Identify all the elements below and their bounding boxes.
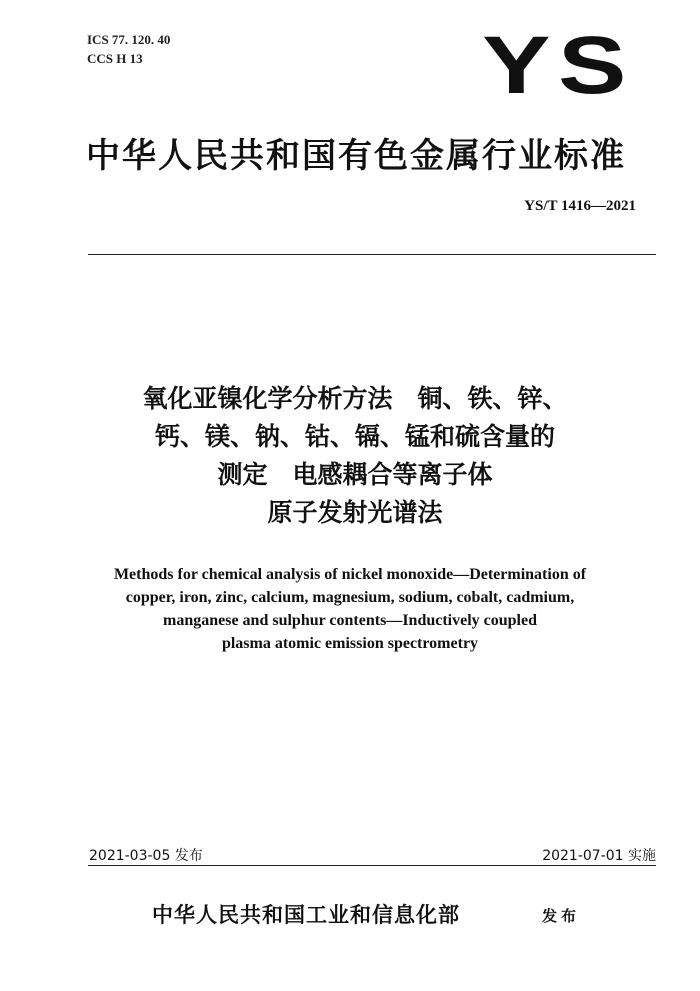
header-divider <box>88 254 656 255</box>
standard-organization-title: 中华人民共和国有色金属行业标准 <box>86 136 626 176</box>
chinese-title-line: 测定 电感耦合等离子体 <box>217 460 493 489</box>
implement-date: 2021-07-01 实施 <box>542 848 656 864</box>
chinese-title-line: 氧化亚镍化学分析方法 铜、铁、锌、 <box>142 384 568 413</box>
english-title-line: Methods for chemical analysis of nickel monoxide—Determination of <box>113 566 587 583</box>
classification-codes <box>87 30 170 68</box>
english-title-line: copper, iron, zinc, calcium, magnesium, sodium, cobalt, cadmium, <box>125 589 575 606</box>
date-divider <box>88 865 656 866</box>
ccs-code: CCS H 13 <box>87 51 143 66</box>
ys-logo: YS <box>482 20 634 111</box>
ics-code: ICS 77. 120. 40 <box>87 32 171 47</box>
chinese-title <box>60 380 650 532</box>
chinese-title-line: 钙、镁、钠、钴、镉、锰和硫含量的 <box>154 422 555 451</box>
issue-label: 发布 <box>542 907 581 925</box>
chinese-title-line: 原子发射光谱法 <box>267 498 443 527</box>
issuing-authority: 中华人民共和国工业和信息化部 <box>152 903 460 927</box>
english-title-line: plasma atomic emission spectrometry <box>221 635 479 652</box>
english-title-line: manganese and sulphur contents—Inductively coupled <box>163 612 537 629</box>
english-title <box>80 563 620 655</box>
publish-date: 2021-03-05 发布 <box>89 848 203 864</box>
standard-number: YS/T 1416—2021 <box>524 198 636 214</box>
